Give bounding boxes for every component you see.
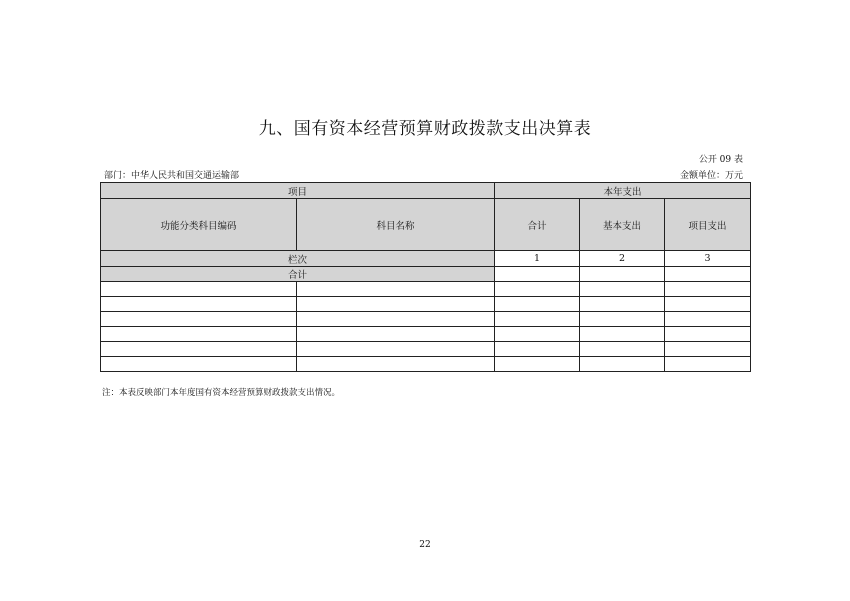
table-row bbox=[101, 297, 751, 312]
cell-function-code bbox=[101, 282, 297, 297]
cell-function-code bbox=[101, 357, 297, 372]
total-amount bbox=[495, 267, 580, 282]
table-row bbox=[101, 312, 751, 327]
total-row bbox=[101, 267, 751, 282]
header-project-expenditure: 项目支出 bbox=[665, 199, 751, 251]
header-project: 项目 bbox=[101, 183, 495, 199]
header-subject-name: 科目名称 bbox=[297, 199, 495, 251]
page-title: 九、国有资本经营预算财政拨款支出决算表 bbox=[258, 119, 592, 139]
index-2: 2 bbox=[580, 251, 665, 267]
department-label: 部门：中华人民共和国交通运输部 bbox=[104, 171, 240, 181]
cell-function-code bbox=[101, 342, 297, 357]
cell-total bbox=[495, 282, 580, 297]
cell-project bbox=[665, 327, 751, 342]
cell-total bbox=[495, 342, 580, 357]
table-row bbox=[101, 357, 751, 372]
table-row bbox=[101, 327, 751, 342]
amount-unit-label: 金额单位：万元 bbox=[679, 171, 743, 181]
cell-subject-name bbox=[297, 342, 495, 357]
index-1: 1 bbox=[495, 251, 580, 267]
index-label: 栏次 bbox=[101, 251, 495, 267]
group-header-row bbox=[101, 183, 751, 199]
cell-project bbox=[665, 357, 751, 372]
cell-function-code bbox=[101, 327, 297, 342]
cell-total bbox=[495, 312, 580, 327]
page-number: 22 bbox=[419, 540, 431, 550]
table-note: 注：本表反映部门本年度国有资本经营预算财政拨款支出情况。 bbox=[102, 388, 341, 398]
cell-function-code bbox=[101, 297, 297, 312]
cell-project bbox=[665, 297, 751, 312]
cell-basic bbox=[580, 282, 665, 297]
cell-function-code bbox=[101, 312, 297, 327]
cell-subject-name bbox=[297, 297, 495, 312]
header-function-code: 功能分类科目编码 bbox=[101, 199, 297, 251]
column-index-row bbox=[101, 251, 751, 267]
table-row bbox=[101, 282, 751, 297]
cell-subject-name bbox=[297, 312, 495, 327]
cell-basic bbox=[580, 342, 665, 357]
cell-total bbox=[495, 297, 580, 312]
table-row bbox=[101, 342, 751, 357]
cell-project bbox=[665, 342, 751, 357]
form-number: 公开 09 表 bbox=[698, 155, 743, 165]
cell-project bbox=[665, 312, 751, 327]
column-header-row bbox=[101, 199, 751, 251]
header-basic-expenditure: 基本支出 bbox=[580, 199, 665, 251]
cell-subject-name bbox=[297, 357, 495, 372]
total-project bbox=[665, 267, 751, 282]
total-row-label: 合计 bbox=[101, 267, 495, 282]
cell-project bbox=[665, 282, 751, 297]
cell-basic bbox=[580, 297, 665, 312]
cell-subject-name bbox=[297, 327, 495, 342]
header-current-year-expenditure: 本年支出 bbox=[495, 183, 751, 199]
cell-basic bbox=[580, 357, 665, 372]
cell-total bbox=[495, 327, 580, 342]
total-basic bbox=[580, 267, 665, 282]
cell-subject-name bbox=[297, 282, 495, 297]
index-3: 3 bbox=[665, 251, 751, 267]
cell-basic bbox=[580, 327, 665, 342]
cell-total bbox=[495, 357, 580, 372]
cell-basic bbox=[580, 312, 665, 327]
budget-table bbox=[100, 182, 751, 372]
header-total: 合计 bbox=[495, 199, 580, 251]
